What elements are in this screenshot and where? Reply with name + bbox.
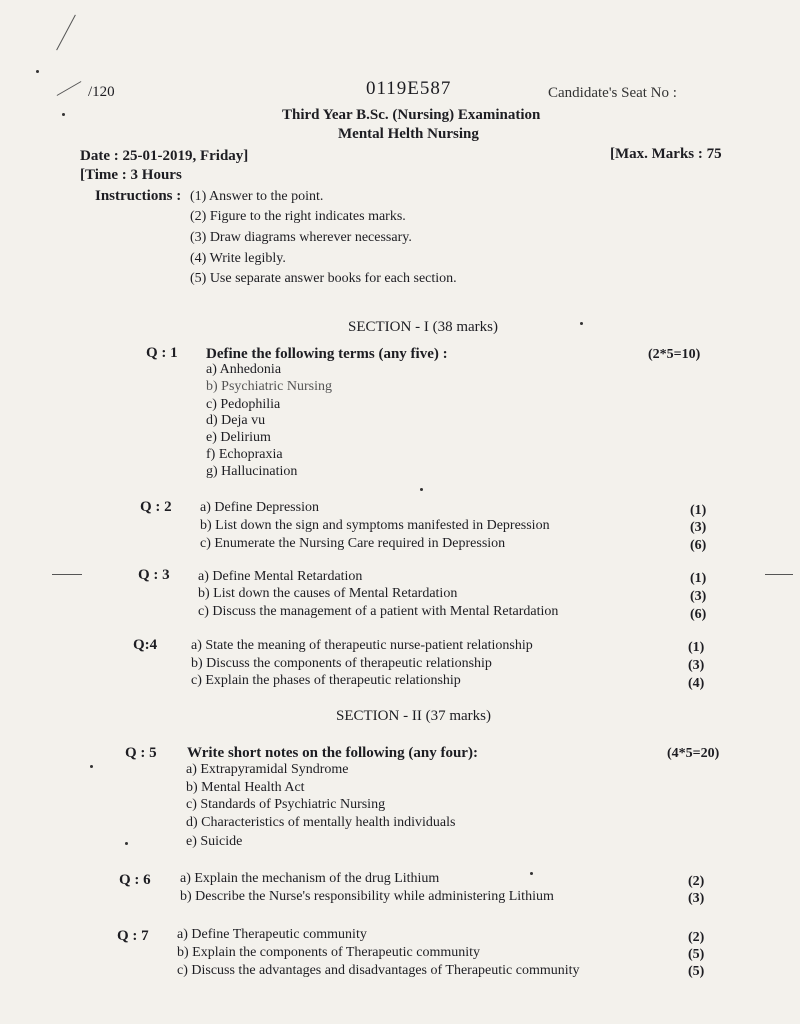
question-part: b) Mental Health Act (186, 780, 305, 795)
scan-speck (420, 488, 423, 491)
question-part: b) List down the causes of Mental Retardation (198, 586, 458, 601)
exam-date: Date : 25-01-2019, Friday] (80, 148, 249, 164)
question-part: a) Define Depression (200, 500, 319, 515)
question-number: Q : 7 (117, 928, 149, 944)
question-part: b) Psychiatric Nursing (206, 379, 332, 394)
question-part: g) Hallucination (206, 464, 298, 479)
part-marks: (5) (688, 964, 705, 979)
question-number: Q : 1 (146, 345, 178, 361)
question-part: c) Discuss the advantages and disadvantages of Therapeutic community (177, 963, 580, 978)
question-part: c) Explain the phases of therapeutic relationship (191, 673, 461, 688)
question-number: Q : 2 (140, 499, 172, 515)
part-marks: (3) (688, 891, 705, 906)
question-part: f) Echopraxia (206, 447, 283, 462)
question-marks: (2*5=10) (648, 347, 701, 362)
question-part: e) Delirium (206, 430, 271, 445)
question-part: e) Suicide (186, 834, 243, 849)
question-part: a) Anhedonia (206, 362, 282, 377)
question-heading: Define the following terms (any five) : (206, 346, 448, 362)
scan-mark (57, 81, 82, 96)
part-marks: (4) (688, 676, 705, 691)
question-part: a) State the meaning of therapeutic nurse-patient relationship (191, 638, 533, 653)
section-2-title: SECTION - II (37 marks) (336, 708, 491, 724)
question-part: c) Standards of Psychiatric Nursing (186, 797, 386, 812)
max-marks: [Max. Marks : 75 (610, 146, 722, 162)
question-marks: (4*5=20) (667, 746, 720, 761)
question-number: Q : 3 (138, 567, 170, 583)
part-marks: (6) (690, 607, 707, 622)
scan-speck (530, 872, 533, 875)
scan-speck (36, 70, 39, 73)
question-part: b) Discuss the components of therapeutic relationship (191, 656, 492, 671)
question-number: Q : 6 (119, 872, 151, 888)
part-marks: (1) (688, 640, 705, 655)
question-number: Q:4 (133, 637, 158, 653)
part-marks: (1) (690, 571, 707, 586)
section-1-title: SECTION - I (38 marks) (348, 319, 498, 335)
exam-time: [Time : 3 Hours (80, 167, 182, 183)
instruction-item: (2) Figure to the right indicates marks. (190, 209, 406, 224)
scan-mark (52, 574, 82, 575)
part-marks: (3) (688, 658, 705, 673)
instructions-label: Instructions : (95, 188, 182, 204)
part-marks: (3) (690, 520, 707, 535)
scan-mark (56, 15, 76, 51)
part-marks: (2) (688, 874, 705, 889)
question-part: a) Define Mental Retardation (198, 569, 363, 584)
question-part: b) Explain the components of Therapeutic community (177, 945, 480, 960)
question-part: a) Define Therapeutic community (177, 927, 367, 942)
question-part: a) Explain the mechanism of the drug Lithium (180, 871, 440, 886)
question-part: d) Characteristics of mentally health individuals (186, 815, 456, 830)
question-part: b) Describe the Nurse's responsibility while administering Lithium (180, 889, 554, 904)
instruction-item: (3) Draw diagrams wherever necessary. (190, 230, 412, 245)
instruction-item: (5) Use separate answer books for each section. (190, 271, 457, 286)
exam-title: Third Year B.Sc. (Nursing) Examination (282, 107, 541, 123)
scan-speck (580, 322, 583, 325)
page-ref: /120 (88, 84, 115, 100)
scan-speck (90, 765, 93, 768)
instruction-item: (1) Answer to the point. (190, 189, 324, 204)
seat-number-label: Candidate's Seat No : (548, 85, 677, 101)
paper-code: 0119E587 (366, 78, 452, 99)
question-number: Q : 5 (125, 745, 157, 761)
part-marks: (5) (688, 947, 705, 962)
scan-speck (62, 113, 65, 116)
question-part: b) List down the sign and symptoms manifested in Depression (200, 518, 550, 533)
part-marks: (3) (690, 589, 707, 604)
instruction-item: (4) Write legibly. (190, 251, 286, 266)
part-marks: (1) (690, 503, 707, 518)
subject-title: Mental Helth Nursing (338, 126, 479, 142)
part-marks: (6) (690, 538, 707, 553)
question-part: c) Enumerate the Nursing Care required in Depression (200, 536, 506, 551)
scan-mark (765, 574, 793, 575)
part-marks: (2) (688, 930, 705, 945)
question-part: c) Discuss the management of a patient with Mental Retardation (198, 604, 559, 619)
question-heading: Write short notes on the following (any four): (187, 745, 478, 761)
question-part: c) Pedophilia (206, 397, 281, 412)
scan-speck (125, 842, 128, 845)
question-part: a) Extrapyramidal Syndrome (186, 762, 349, 777)
question-part: d) Deja vu (206, 413, 266, 428)
